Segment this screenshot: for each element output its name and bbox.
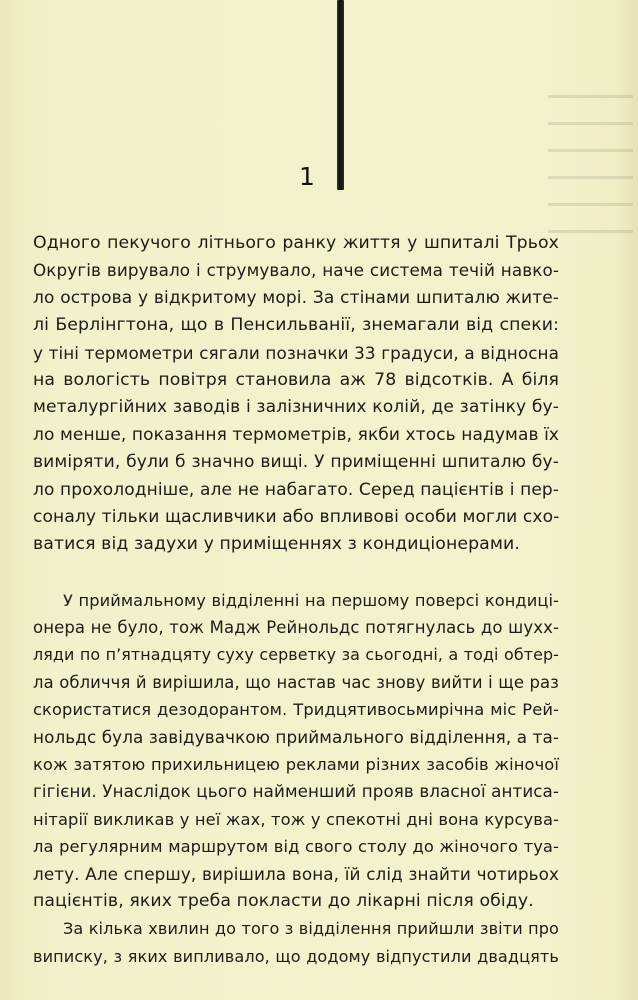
text-line: ло острова у відкритому морі. За стінами шпиталю жите-	[33, 287, 559, 308]
text-line: виписку, з яких випливало, що додому відпустили двадцять	[33, 946, 559, 966]
text-line: Округів вирувало і струмувало, наче система течій навко-	[33, 260, 559, 281]
text-line: За кілька хвилин до того з відділення прийшли звіти про	[63, 919, 559, 939]
page-edge-shadow	[616, 0, 638, 1000]
text-line: ватися від задухи у приміщеннях з кондиціонерами.	[33, 534, 520, 555]
text-line: нольдс була завідувачкою приймального відділення, а та-	[33, 726, 559, 747]
text-line: нітарії викликав у неї жах, тож у спекотні дні вона курсува-	[33, 809, 559, 829]
paragraph-1	[33, 230, 559, 559]
body-text	[33, 230, 559, 970]
text-line: ло менше, показання термометрів, якби хтось надумав їх	[33, 424, 560, 445]
text-line: Одного пекучого літнього ранку життя у шпиталі Трьох	[33, 233, 559, 253]
text-line: скористатися дезодорантом. Тридцятивосьмирічна міс Рей-	[33, 700, 559, 720]
text-line: ла регулярним маршрутом від свого столу до жіночого туа-	[33, 837, 559, 857]
text-line: соналу тільки щасливчики або впливові особи могли схо-	[33, 506, 560, 527]
text-line: кож затятою прихильницею реклами різних засобів жіночої	[33, 755, 559, 775]
text-line: на вологість повітря становила аж 78 відсотків. А біля	[33, 369, 559, 390]
text-line: ла обличчя й вирішила, що настав час знову вийти і ще раз	[33, 672, 559, 692]
text-line: У приймальному відділенні на першому поверсі кондиці-	[63, 590, 559, 610]
text-line: лі Берлінгтона, що в Пенсильванії, знемагали від спеки:	[33, 315, 559, 336]
paragraph-gap	[33, 559, 559, 587]
paragraph-2	[33, 587, 559, 916]
text-line: пацієнтів, яких треба покласти до лікарні після обіду.	[33, 890, 534, 911]
text-line: онера не було, тож Мадж Рейнольдс потягнулась до шухх-	[33, 618, 559, 638]
text-line: у тіні термометри сягали позначки 33 градуси, а відносна	[33, 342, 559, 363]
text-line: гігієни. Унаслідок цього найменший прояв власної антиса-	[33, 781, 559, 802]
chapter-number: 1	[299, 162, 315, 191]
text-line: виміряти, були б значно вищі. У приміщенні шпиталю бу-	[33, 452, 559, 473]
text-line: ляди по п’ятнадцяту суху серветку за сьогодні, а тоді обтер-	[33, 645, 559, 665]
text-line: лету. Але спершу, вирішила вона, їй слід знайти чотирьох	[33, 863, 559, 884]
text-line: металургійних заводів і залізничних колій, де затінку бу-	[33, 397, 559, 418]
paragraph-3	[33, 915, 559, 970]
text-line: ло прохолодніше, але не набагато. Серед пацієнтів і пер-	[33, 479, 559, 500]
chapter-rule	[337, 0, 344, 190]
